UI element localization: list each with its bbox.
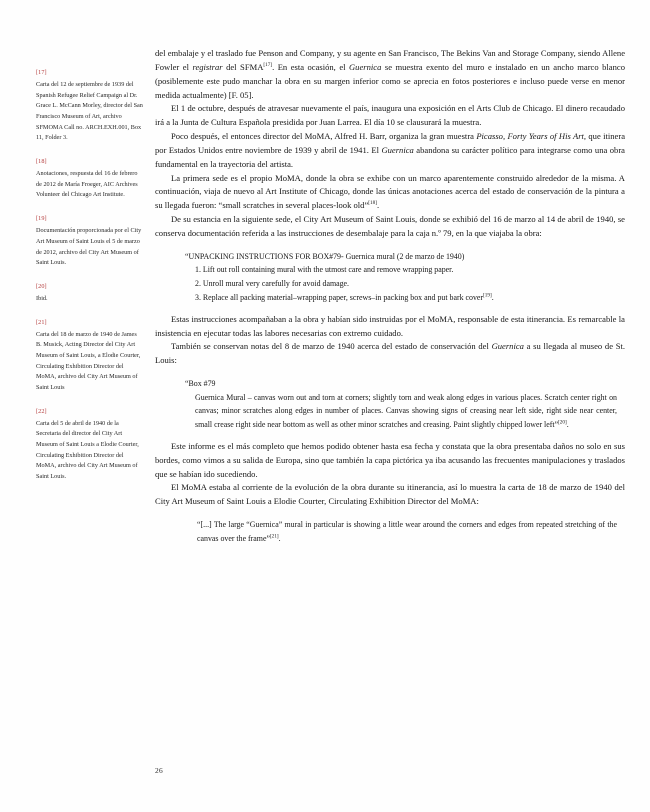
quote-line: 1. Lift out roll containing mural with the utmost care and remove wrapping paper.: [195, 265, 454, 275]
text-run: .: [376, 200, 380, 211]
sidenote-text: Carta del 5 de abril de 1940 de la Secretaria del director del City Art Museum of Saint Louis a Elodie Courter, Circulating Exhibition Director del MoMA, archivo del City Art Museum of Saint Louis.: [36, 419, 139, 481]
text-run: Poco después, el entonces director del MoMA, Alfred H. Barr, organiza la gran muestra: [171, 131, 477, 142]
footnote-ref-18: [18]: [368, 200, 377, 207]
sidenote-text: Ibid.: [36, 294, 48, 302]
sidenote-number: [22]: [36, 407, 47, 415]
text-run: 3. Replace all packing material–wrapping paper, screws–in packing box and put bark cover: [195, 292, 484, 302]
footnote-ref-17: [17]: [263, 62, 273, 68]
sidenote-number: [21]: [36, 318, 47, 326]
text-run: del SFMA: [222, 61, 264, 72]
sidenote-number: [20]: [36, 282, 47, 290]
sidenote: [36, 407, 144, 483]
sidenote-number: [17]: [36, 69, 47, 76]
quote-line: “Box #79: [185, 379, 216, 389]
paragraph: El MoMA estaba al corriente de la evolución de la obra durante su itinerancia, así lo muestra la carta de 18 de marzo de 1940 del City Art Museum of Saint Louis a Elodie Courter, Circulating Exhibition Director del MoMA:: [155, 482, 625, 507]
paragraph: El 1 de octubre, después de atravesar nuevamente el país, inaugura una exposición en el Arts Club de Chicago. El dinero recaudado irá a la Junta de Cultura Española presidida por Juan Larrea. El día 10 se clausurará la muestra.: [155, 103, 625, 128]
sidenote-text: Documentación proporcionada por el City Art Museum of Saint Louis el 5 de marzo de 2012, archivo del City Art Museum of Saint Louis.: [36, 227, 142, 267]
quote-line: “UNPACKING INSTRUCTIONS FOR BOX#79- Guernica mural (2 de marzo de 1940): [185, 251, 465, 261]
paragraph: [155, 340, 625, 368]
text-run: Guernica Mural – canvas worn out and torn at corners; slightly torn and weak along edges in various places. Scratch center right on canvas; minor scratches along edges in number of places. Canvas showing signs of creasing near left side, right side near center, small crease right side near bottom as well as other minor scratches and creasing. Paint slightly chipped lower left”: [195, 392, 617, 429]
sidenote: [36, 282, 144, 305]
text-run: . En esta ocasión, el: [272, 61, 349, 72]
sidenote: [36, 68, 144, 144]
italic-guernica: Guernica: [349, 61, 382, 72]
text-run: abandona su carácter político para integrarse como una obra fundamental en la trayectoria del artista.: [155, 144, 625, 169]
text-run: se muestra exento del muro e instalado en un ancho marco blanco (posiblemente este pudo manchar la obra en su margen inferior como se aprecia en fotos posteriores e incluso puede verse en menor medida actualmente) [F. 05].: [155, 61, 625, 100]
quote-paragraph: [195, 391, 617, 432]
footnote-ref-21: [21]: [269, 533, 279, 540]
italic-guernica: Guernica: [381, 144, 414, 155]
footnote-ref-20: [20]: [558, 419, 567, 426]
blockquote-condition-report: [185, 377, 617, 431]
paragraph: Este informe es el más completo que hemos podido obtener hasta esa fecha y constata que la obra presentaba daños no solo en sus bordes, como vimos a su salida de Europa, sino que también la capa pictórica ya iba acusando las frecuentes manipulaciones y traslados que se habían ido sucediendo.: [155, 440, 625, 479]
blockquote-moma-letter: [197, 518, 617, 545]
paragraph: Estas instrucciones acompañaban a la obra y habían sido instruidas por el MoMA, responsable de esta itinerancia. Es remarcable la insistencia en ejecutar todas las labores necesarias con extremo cuidado.: [155, 313, 625, 338]
sidenote: [36, 318, 144, 394]
quote-paragraph: [197, 518, 617, 545]
footnote-ref-19: [19]: [483, 291, 492, 298]
paragraph-continuation: [155, 47, 625, 102]
sidenote-text: Anotaciones, respuesta del 16 de febrero de 2012 de María Froeger, AIC Archives Volunteer del Chicago Art Institute.: [36, 170, 138, 199]
sidenote-text: Carta del 12 de septiembre de 1939 del Spanish Refugee Relief Campaign al Dr. Grace L. McCann Morley, director del San Francisco Museum of Art, archivo SFMOMA Call no. ARCH.EXH.001, Box 11, Folder 3.: [36, 81, 143, 142]
paragraph: [155, 172, 625, 214]
sidenote-number: [18]: [36, 158, 47, 166]
text-run: .: [278, 533, 281, 543]
text-run: También se conservan notas del 8 de marzo de 1940 acerca del estado de conservación del: [171, 341, 492, 352]
text-run: .: [491, 292, 494, 302]
sidenotes-column: [36, 68, 144, 496]
text-run: La primera sede es el propio MoMA, donde la obra se exhibe con un marco aparentemente construido alrededor de la misma. A continuación, viaja de nuevo al Art Institute of Chicago, donde las únicas anotaciones acerca del estado de conservación de la pintura a su llegada fueron: “small scratches in several places-look old”: [155, 172, 625, 211]
quote-line: 2. Unroll mural very carefully for avoid damage.: [195, 279, 350, 288]
text-run: .: [566, 419, 569, 429]
page-number: 26: [155, 766, 163, 775]
sidenote: [36, 157, 144, 201]
paragraph: [155, 130, 625, 172]
sidenote-number: [19]: [36, 215, 47, 223]
italic-guernica: Guernica: [491, 341, 524, 352]
text-run: “[...] The large “Guernica” mural in particular is showing a little wear around the corners and edges from repeated stretching of the canvas over the frame”: [197, 520, 617, 543]
sidenote-text: Carta del 18 de marzo de 1940 de James B. Musick, Acting Director del City Art Museum of Saint Louis, a Elodie Courter, Circulating Exhibition Director del MoMA, archivo del City Art Museum of Saint Louis: [36, 330, 141, 392]
main-text-column: [155, 47, 625, 545]
paragraph: De su estancia en la siguiente sede, el City Art Museum of Saint Louis, donde se exhibió del 16 de marzo al 14 de abril de 1940, se conserva documentación referida a las instrucciones de desembalaje para la caja n.º 79, en la que viajaba la obra:: [155, 214, 625, 238]
sidenote: [36, 214, 144, 269]
text-run: del embalaje y el traslado fue Penson and Company, y su agente en San Francisco, The Bekins Van and Storage Company, siendo Allene Fowler el: [155, 48, 625, 72]
italic-exhibition-title: Picasso, Forty Years of His Art: [476, 131, 584, 142]
blockquote-unpacking-instructions: [185, 250, 617, 304]
quote-line: [195, 291, 617, 305]
text-run: a su llegada al museo de St. Louis:: [155, 341, 625, 366]
text-run: , que itinera por Estados Unidos entre noviembre de 1939 y abril de 1941. El: [155, 131, 626, 155]
italic-registrar: registrar: [192, 61, 223, 72]
